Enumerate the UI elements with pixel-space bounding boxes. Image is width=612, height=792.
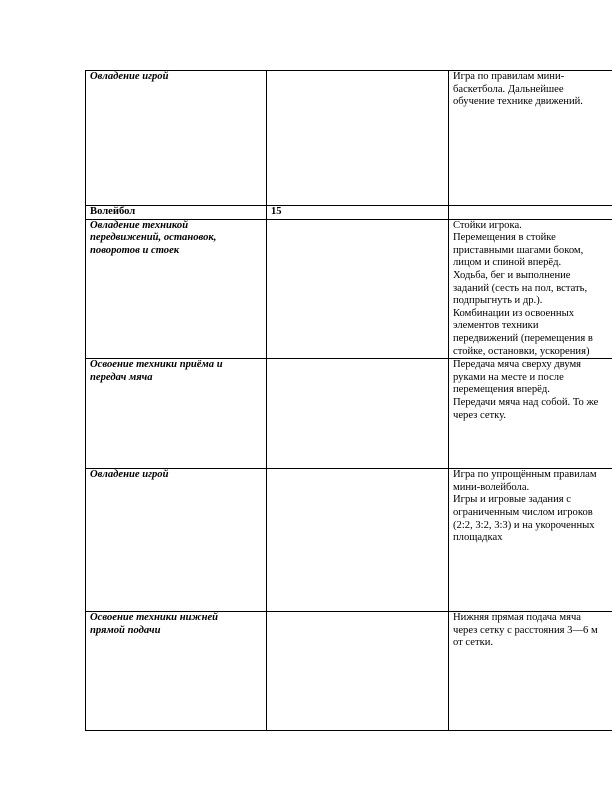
content-line: Нижняя прямая подача мяча	[453, 612, 582, 624]
content-line: перемещения вперёд.	[453, 384, 550, 396]
topic-cell	[86, 469, 267, 612]
content-cell	[449, 359, 612, 469]
content-line: Стойки игрока.	[453, 219, 522, 231]
content-line: обучение технике движений.	[453, 96, 583, 108]
content-line: элементов техники	[453, 320, 539, 332]
topic-line: Овладение техникой	[90, 219, 189, 231]
topic-label: Овладение игрой	[90, 469, 169, 481]
content-line: Передачи мяча над собой. То же	[453, 396, 599, 408]
content-line: Ходьба, бег и выполнение	[453, 269, 571, 281]
content-line: баскетбола. Дальнейшее	[453, 83, 564, 95]
content-cell	[449, 612, 612, 731]
table-row	[86, 469, 612, 612]
hours-cell	[267, 71, 449, 206]
content-line: лицом и спиной вперёд.	[453, 257, 562, 269]
topic-line: поворотов и стоек	[90, 244, 180, 256]
content-line: Комбинации из освоенных	[453, 307, 575, 319]
topic-line: прямой подачи	[90, 624, 161, 636]
hours-cell	[267, 359, 449, 469]
content-line: Игры и игровые задания с	[453, 494, 571, 506]
content-line: через сетку с расстояния 3—6 м	[453, 624, 598, 636]
content-line: подпрыгнуть и др.).	[453, 295, 543, 307]
content-line: мини-волейбола.	[453, 481, 530, 493]
content-line: Передача мяча сверху двумя	[453, 359, 582, 371]
content-line: приставными шагами боком,	[453, 244, 584, 256]
content-line: ограниченным числом игроков	[453, 506, 593, 518]
content-line: руками на месте и после	[453, 371, 564, 383]
content-line: заданий (сесть на пол, встать,	[453, 282, 588, 294]
hours-cell	[267, 219, 449, 359]
lesson-plan-table	[85, 70, 612, 731]
content-cell	[449, 469, 612, 612]
content-line: (2:2, 3:2, 3:3) и на укороченных	[453, 519, 595, 531]
content-line: от сетки.	[453, 637, 494, 649]
table-row	[86, 219, 612, 359]
topic-cell	[86, 612, 267, 731]
hours-cell	[267, 612, 449, 731]
content-line: Игра по правилам мини-	[453, 71, 565, 82]
section-header-row	[86, 206, 612, 220]
content-line: Игра по упрощённым правилам	[453, 469, 597, 481]
content-line: Перемещения в стойке	[453, 232, 556, 244]
topic-cell	[86, 219, 267, 359]
topic-cell	[86, 359, 267, 469]
content-line: площадках	[453, 532, 503, 544]
topic-line: Освоение техники приёма и	[90, 359, 223, 371]
topic-line: передвижений, остановок,	[90, 232, 217, 244]
table-row	[86, 71, 612, 206]
topic-line: передач мяча	[90, 371, 153, 383]
content-cell	[449, 71, 612, 206]
table-row	[86, 359, 612, 469]
topic-label: Овладение игрой	[90, 71, 169, 82]
topic-line: Освоение техники нижней	[90, 612, 219, 624]
section-hours: 15	[267, 206, 449, 220]
content-line: стойке, остановки, ускорения)	[453, 345, 590, 357]
table-row	[86, 612, 612, 731]
content-line: передвижений (перемещения в	[453, 332, 593, 344]
topic-cell	[86, 71, 267, 206]
content-line: через сетку.	[453, 409, 507, 421]
hours-cell	[267, 469, 449, 612]
section-title: Волейбол	[86, 206, 267, 220]
content-cell	[449, 206, 612, 220]
content-cell	[449, 219, 612, 359]
